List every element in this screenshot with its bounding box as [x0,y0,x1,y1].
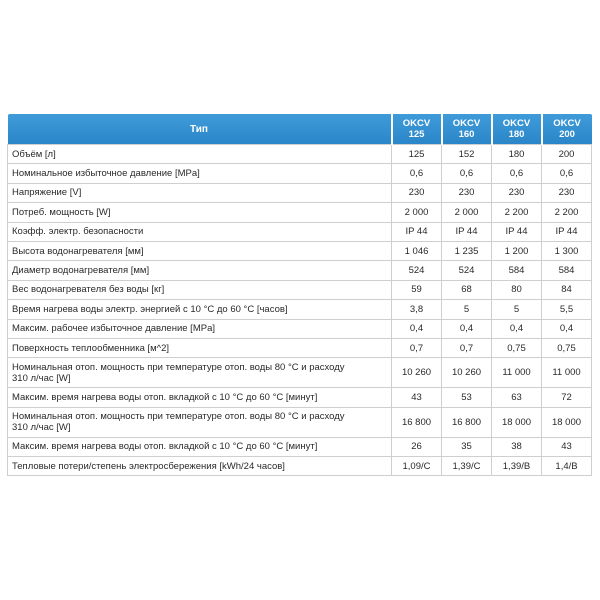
row-value: 11 000 [492,358,542,388]
table-row [8,183,592,202]
row-value: 18 000 [542,407,592,437]
row-label [8,203,392,222]
row-label [8,407,392,437]
row-label-line: Максим. время нагрева воды отоп. вкладкой с 10 °C до 60 °C [минут] [12,391,318,403]
row-value: IP 44 [492,222,542,241]
row-label-line: Коэфф. электр. безопасности [12,226,144,238]
row-label [8,300,392,319]
row-label [8,457,392,476]
table-row [8,261,592,280]
row-value: 2 200 [542,203,592,222]
row-value: 524 [392,261,442,280]
row-label-line: Тепловые потери/степень электросбережения [kWh/24 часов] [12,460,285,472]
row-value: 0,4 [442,319,492,338]
row-value: 16 800 [392,407,442,437]
row-label [8,183,392,202]
row-label [8,319,392,338]
model-header-2-series: OKCV [452,118,481,129]
table-row [8,300,592,319]
table-row [8,280,592,299]
table-row [8,203,592,222]
table-row [8,164,592,183]
table-row [8,457,592,476]
row-value: 1,39/B [492,457,542,476]
type-header: Тип [8,114,392,145]
row-value: 43 [392,388,442,407]
row-value: 2 000 [442,203,492,222]
model-header-1 [392,114,442,145]
row-value: IP 44 [442,222,492,241]
model-header-2 [442,114,492,145]
table-row [8,437,592,456]
row-value: 0,4 [392,319,442,338]
row-value: 0,7 [442,338,492,357]
model-header-1-size: 125 [408,129,425,140]
row-value: 2 000 [392,203,442,222]
row-label [8,261,392,280]
table-row [8,145,592,164]
row-value: 0,6 [492,164,542,183]
row-label-line: 310 л/час [W] [12,372,71,384]
row-value: 1,39/C [442,457,492,476]
row-value: 0,4 [542,319,592,338]
row-value: 5 [442,300,492,319]
row-value: 1,4/B [542,457,592,476]
row-value: 63 [492,388,542,407]
model-header-3-size: 180 [508,129,525,140]
row-label-line: Вес водонагревателя без воды [кг] [12,284,165,296]
spec-table-container [7,114,591,476]
row-value: 230 [492,183,542,202]
table-row [8,338,592,357]
table-row [8,407,592,437]
row-value: 18 000 [492,407,542,437]
row-value: 230 [542,183,592,202]
row-label-line: Высота водонагревателя [мм] [12,245,144,257]
row-value: 68 [442,280,492,299]
row-value: 0,75 [542,338,592,357]
row-label [8,388,392,407]
model-header-3-series: OKCV [502,118,531,129]
row-value: 0,4 [492,319,542,338]
row-value: 1,09/C [392,457,442,476]
row-label-line: Потреб. мощность [W] [12,206,111,218]
row-label-line: Максим. рабочее избыточное давление [MPa] [12,323,215,335]
row-value: 43 [542,437,592,456]
model-header-3 [492,114,542,145]
table-row [8,222,592,241]
row-value: 584 [492,261,542,280]
row-value: 53 [442,388,492,407]
row-value: 584 [542,261,592,280]
row-label [8,241,392,260]
row-value: 0,6 [542,164,592,183]
row-value: 200 [542,145,592,164]
row-value: 125 [392,145,442,164]
row-value: 0,75 [492,338,542,357]
row-value: 11 000 [542,358,592,388]
row-value: 80 [492,280,542,299]
row-label [8,164,392,183]
table-row [8,241,592,260]
row-label-line: 310 л/час [W] [12,422,71,434]
row-value: 16 800 [442,407,492,437]
row-value: IP 44 [392,222,442,241]
row-value: 72 [542,388,592,407]
model-header-4-series: OKCV [553,118,581,129]
row-value: 524 [442,261,492,280]
row-label-line: Максим. время нагрева воды отоп. вкладкой с 10 °C до 60 °C [минут] [12,441,318,453]
row-label [8,338,392,357]
row-label-line: Диаметр водонагревателя [мм] [12,265,150,277]
row-label-line: Напряжение [V] [12,187,82,199]
row-value: 2 200 [492,203,542,222]
row-value: 1 300 [542,241,592,260]
row-value: 5,5 [542,300,592,319]
table-row [8,358,592,388]
row-value: 230 [442,183,492,202]
row-label-line: Номинальная отоп. мощность при температуре отоп. воды 80 °C и расходу [12,361,345,373]
row-value: 230 [392,183,442,202]
row-value: 5 [492,300,542,319]
table-row [8,388,592,407]
spec-table-body [8,145,592,476]
row-value: 38 [492,437,542,456]
row-label-line: Номинальная отоп. мощность при температуре отоп. воды 80 °C и расходу [12,411,345,423]
row-label-line: Объём [л] [12,148,56,160]
row-value: 1 046 [392,241,442,260]
row-label [8,437,392,456]
row-label-line: Номинальное избыточное давление [MPa] [12,168,200,180]
model-header-4-size: 200 [559,129,575,140]
row-label-line: Поверхность теплообменника [м^2] [12,342,170,354]
row-value: 152 [442,145,492,164]
row-label [8,358,392,388]
row-value: 10 260 [442,358,492,388]
row-value: IP 44 [542,222,592,241]
row-value: 1 235 [442,241,492,260]
row-value: 10 260 [392,358,442,388]
model-header-4 [542,114,592,145]
row-value: 84 [542,280,592,299]
row-value: 59 [392,280,442,299]
row-value: 0,6 [442,164,492,183]
row-value: 180 [492,145,542,164]
table-row [8,319,592,338]
row-label [8,145,392,164]
model-header-2-size: 160 [458,129,475,140]
row-value: 1 200 [492,241,542,260]
row-label-line: Время нагрева воды электр. энергией с 10 °C до 60 °C [часов] [12,303,288,315]
row-label [8,222,392,241]
row-label [8,280,392,299]
spec-table [7,114,592,476]
row-value: 3,8 [392,300,442,319]
row-value: 35 [442,437,492,456]
row-value: 0,7 [392,338,442,357]
row-value: 26 [392,437,442,456]
row-value: 0,6 [392,164,442,183]
header-row [8,114,592,145]
model-header-1-series: OKCV [402,118,431,129]
